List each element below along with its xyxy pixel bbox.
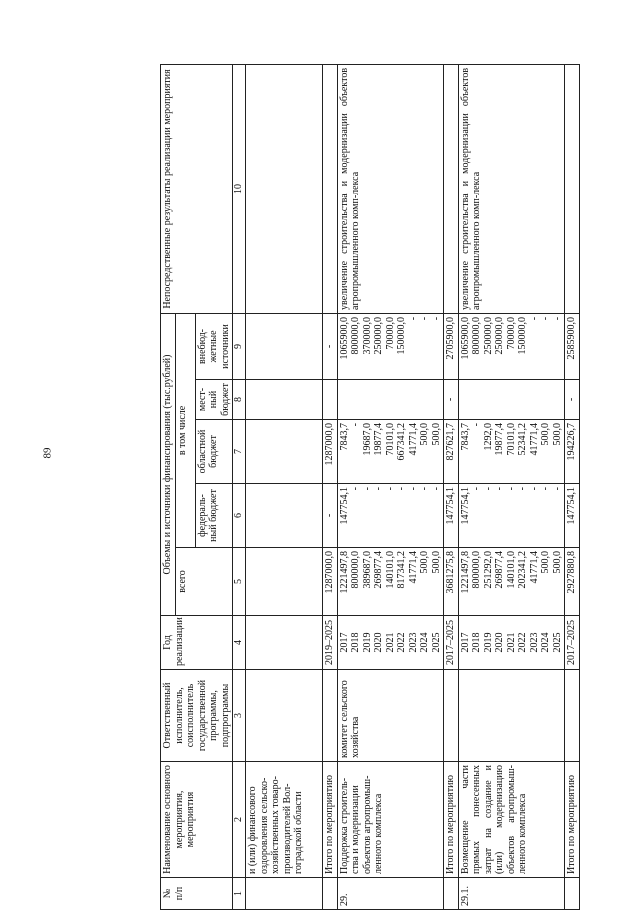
list-value: 269877,4 — [373, 551, 384, 589]
list-value: 2025 — [430, 632, 442, 653]
total-label: Итого по мероприятию — [323, 762, 338, 878]
list-value: 7843,7 — [338, 423, 350, 451]
list-value: 2022 — [517, 632, 528, 653]
rotated-table-container — [160, 60, 640, 910]
list-value: 250000,0 — [482, 316, 494, 355]
list-value — [339, 383, 351, 416]
list-value: 800000,0 — [350, 316, 361, 355]
list-value: 70101,0 — [505, 423, 517, 456]
list-value: 250000,0 — [494, 316, 505, 355]
index-cell: 4 — [233, 616, 246, 670]
list-value: 147754,1 — [338, 487, 350, 525]
list-value: 140101,0 — [384, 551, 396, 589]
list-value: 667341,2 — [396, 423, 407, 461]
table-row — [246, 64, 323, 909]
list-value: 2023 — [407, 632, 419, 653]
list-value: 1221497,8 — [459, 551, 471, 594]
list-value: - — [430, 487, 442, 491]
total-sum: 1287000,0 — [323, 548, 338, 616]
index-cell: 9 — [233, 313, 246, 379]
total-regional: 827621,7 — [444, 420, 459, 484]
list-value — [408, 383, 420, 416]
list-value — [529, 383, 541, 416]
list-value: 251292,0 — [482, 551, 494, 589]
list-value: 500,0 — [430, 551, 442, 574]
list-value: 1065900,0 — [338, 316, 350, 360]
list-value: - — [407, 487, 419, 491]
list-value: - — [505, 487, 517, 491]
list-value: - — [350, 423, 361, 427]
list-value: 2022 — [396, 632, 407, 653]
total-extrabudget: - — [323, 313, 338, 379]
list-value: - — [551, 487, 563, 491]
index-cell: 6 — [233, 484, 246, 548]
list-value: 2021 — [384, 632, 396, 653]
list-value — [350, 383, 362, 416]
list-value: - — [482, 487, 494, 491]
total-sum: 3681275,8 — [444, 548, 459, 616]
item-regional — [337, 420, 444, 484]
list-value: - — [528, 316, 540, 321]
item-extrabudget — [458, 313, 565, 379]
list-value — [362, 383, 374, 416]
index-cell: 3 — [233, 670, 246, 762]
list-value: 2025 — [551, 632, 563, 653]
index-cell: 8 — [233, 380, 246, 420]
total-extrabudget: 2705900,0 — [444, 313, 459, 379]
item-result: увеличение строительства и модернизации объектов агропромышленного комп-лекса — [458, 64, 565, 313]
list-value: 2019 — [482, 632, 494, 653]
list-value — [396, 383, 408, 416]
table-body — [246, 64, 580, 909]
item-years — [458, 616, 565, 670]
item-local — [337, 380, 444, 420]
funding-table — [160, 64, 580, 910]
header-name: Наименование основного мероприятия, мероприятия — [161, 762, 233, 878]
list-value: 70101,0 — [384, 423, 396, 456]
total-sum: 2927880,8 — [565, 548, 580, 616]
list-value — [460, 383, 472, 416]
total-local: - — [565, 380, 580, 420]
list-value — [506, 383, 518, 416]
item-years — [337, 616, 444, 670]
list-value — [494, 383, 506, 416]
list-value: 389687,0 — [361, 551, 373, 589]
total-year: 2017–2025 — [565, 616, 580, 670]
item-federal — [337, 484, 444, 548]
list-value: 2018 — [350, 632, 361, 653]
list-value: 140101,0 — [505, 551, 517, 589]
list-value — [431, 383, 443, 416]
list-value: 41771,4 — [528, 551, 540, 584]
list-value: 1221497,8 — [338, 551, 350, 594]
list-value: 1065900,0 — [459, 316, 471, 360]
total-label: Итого по мероприятию — [565, 762, 580, 878]
item-name: Возмещение части прямых понесенных затрат на создание и (или) модернизацию объектов агропромыш-ленного комплекса — [458, 762, 565, 878]
header-extrabudget: внебюд-жетные источники — [195, 313, 233, 379]
list-value: 2020 — [373, 632, 384, 653]
list-value: 41771,4 — [528, 423, 540, 456]
list-value: 52341,2 — [517, 423, 528, 456]
item-result: увеличение строительства и модернизации объектов агропромышленного комп-лекса — [337, 64, 444, 313]
item-extrabudget — [337, 313, 444, 379]
index-cell: 7 — [233, 420, 246, 484]
header-responsible: Ответственный исполнитель, соисполнитель государственной программы, подпрограммы — [161, 670, 233, 762]
index-cell: 2 — [233, 762, 246, 878]
list-value: - — [350, 487, 361, 491]
list-value: 19877,4 — [373, 423, 384, 456]
list-value: - — [419, 487, 430, 491]
list-value: - — [471, 487, 482, 491]
list-value: 1292,0 — [482, 423, 494, 451]
header-federal: федераль-ный бюджет — [195, 484, 233, 548]
list-value — [540, 383, 552, 416]
list-value: - — [430, 316, 442, 321]
list-value: - — [396, 487, 407, 491]
item-number: 29. — [337, 878, 444, 910]
list-value: 19877,4 — [494, 423, 505, 456]
list-value — [373, 383, 385, 416]
list-value: - — [494, 487, 505, 491]
table-row — [323, 64, 338, 909]
list-value: - — [540, 487, 551, 491]
list-value: 269877,4 — [494, 551, 505, 589]
header-regional: областной бюджет — [195, 420, 233, 484]
item-totals — [458, 548, 565, 616]
list-value: - — [373, 487, 384, 491]
list-value: - — [528, 487, 540, 491]
list-value: 150000,0 — [517, 316, 528, 355]
list-value: 800000,0 — [471, 551, 482, 589]
list-value: 2021 — [505, 632, 517, 653]
list-value: 70000,0 — [505, 316, 517, 350]
list-value: - — [384, 487, 396, 491]
list-value: 19687,0 — [361, 423, 373, 456]
index-cell: 5 — [233, 548, 246, 616]
list-value: 202341,2 — [517, 551, 528, 589]
continuation-name: и (или) финансового оздоровления сельско-хозяйственных товаро-производителей Вол-гоградской области — [246, 762, 323, 878]
list-value: 2024 — [540, 632, 551, 653]
total-local — [323, 380, 338, 420]
list-value: 2023 — [528, 632, 540, 653]
list-value — [419, 383, 431, 416]
list-value — [552, 383, 564, 416]
list-value: 2020 — [494, 632, 505, 653]
list-value: 41771,4 — [407, 423, 419, 456]
list-value: - — [540, 316, 551, 321]
table-row — [458, 64, 565, 909]
item-number: 29.1. — [458, 878, 565, 910]
list-value: 500,0 — [430, 423, 442, 446]
item-totals — [337, 548, 444, 616]
list-value — [471, 383, 483, 416]
list-value: 500,0 — [419, 551, 430, 574]
item-regional — [458, 420, 565, 484]
total-regional: 1287000,0 — [323, 420, 338, 484]
list-value: 2018 — [471, 632, 482, 653]
header-funding: Объемы и источники финансирования (тыс.рублей) — [161, 313, 176, 615]
list-value: 500,0 — [419, 423, 430, 446]
list-value: 150000,0 — [396, 316, 407, 355]
list-value — [385, 383, 397, 416]
list-value: 7843,7 — [459, 423, 471, 451]
header-year: Год реализации — [161, 616, 233, 670]
list-value: - — [551, 316, 563, 321]
item-responsible — [458, 670, 565, 762]
table-row — [337, 64, 444, 909]
list-value — [483, 383, 495, 416]
item-name: Поддержка строитель-ства и модернизации объектов агропромыш-ленного комплекса — [337, 762, 444, 878]
list-value: 500,0 — [551, 551, 563, 574]
total-regional: 194226,7 — [565, 420, 580, 484]
table-row — [565, 64, 580, 909]
list-value: 500,0 — [551, 423, 563, 446]
list-value: 2019 — [361, 632, 373, 653]
header-no: № п/п — [161, 878, 233, 910]
item-local — [458, 380, 565, 420]
table-row — [444, 64, 459, 909]
list-value: 500,0 — [540, 423, 551, 446]
list-value — [517, 383, 529, 416]
list-value: 800000,0 — [350, 551, 361, 589]
list-value: 500,0 — [540, 551, 551, 574]
total-label: Итого по мероприятию — [444, 762, 459, 878]
list-value: - — [517, 487, 528, 491]
list-value: 41771,4 — [407, 551, 419, 584]
header-total: всего — [175, 548, 233, 616]
item-federal — [458, 484, 565, 548]
index-cell: 1 — [233, 878, 246, 910]
total-federal: 147754,1 — [565, 484, 580, 548]
list-value: 2017 — [459, 632, 471, 653]
list-value: 800000,0 — [471, 316, 482, 355]
header-local: мест-ный бюджет — [195, 380, 233, 420]
total-local: - — [444, 380, 459, 420]
total-year: 2017–2025 — [444, 616, 459, 670]
list-value: 70000,0 — [384, 316, 396, 350]
list-value: 2024 — [419, 632, 430, 653]
header-including: в том числе — [175, 313, 195, 547]
list-value: 817341,2 — [396, 551, 407, 589]
list-value: 147754,1 — [459, 487, 471, 525]
index-row — [233, 64, 246, 909]
index-cell: 10 — [233, 64, 246, 313]
total-federal: 147754,1 — [444, 484, 459, 548]
list-value: 2017 — [338, 632, 350, 653]
list-value: - — [361, 487, 373, 491]
total-year: 2019–2025 — [323, 616, 338, 670]
header-results: Непосредственные результаты реализации мероприятия — [161, 64, 233, 313]
list-value: 250000,0 — [373, 316, 384, 355]
total-extrabudget: 2585900,0 — [565, 313, 580, 379]
list-value: - — [407, 316, 419, 321]
list-value: - — [419, 316, 430, 321]
list-value: - — [471, 423, 482, 427]
total-federal: - — [323, 484, 338, 548]
item-responsible: комитет сельского хозяйства — [337, 670, 444, 762]
page-number: 89 — [41, 447, 54, 459]
list-value: 370000,0 — [361, 316, 373, 355]
